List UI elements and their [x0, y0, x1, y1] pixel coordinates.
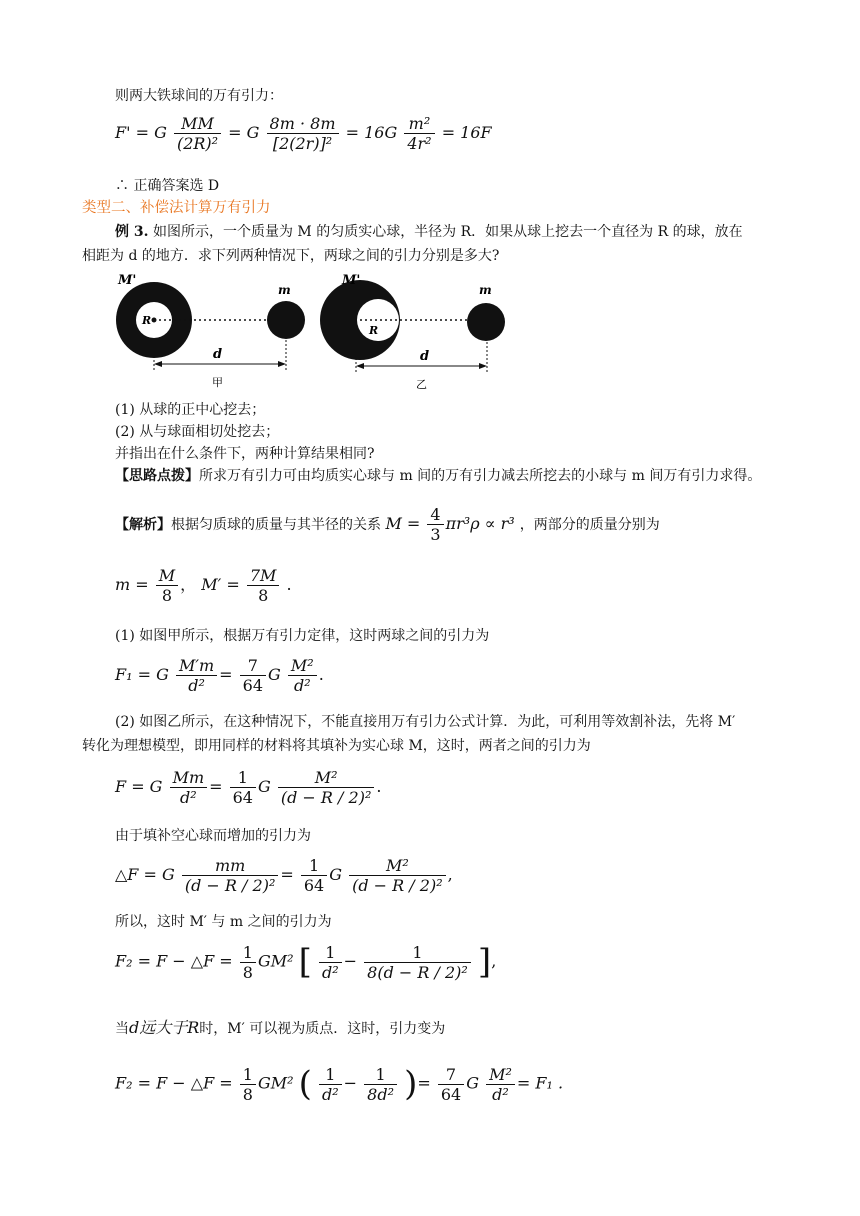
eq-minus: − — [343, 951, 358, 971]
label-radius: R — [142, 314, 152, 327]
eq-end: . — [286, 575, 292, 594]
eq-lhs: M = — [385, 514, 421, 533]
eq-end: = F₁ . — [516, 1073, 564, 1093]
eq-lhs: F' = G — [115, 123, 167, 142]
step-2-line-1: (2) 如图乙所示，在这种情况下，不能直接用万有引力公式计算．为此，可利用等效割补法，先将 M′ — [115, 714, 736, 730]
hint-text: 所求万有引力可由均质实心球与 m 间的万有引力减去所挖去的小球与 m 间万有引力求得。 — [199, 468, 762, 484]
frac-num: 7 — [438, 1065, 464, 1085]
frac-num: M² — [486, 1065, 515, 1085]
section-heading: 类型二、补偿法计算万有引力 — [82, 200, 271, 216]
frac-num: 1 — [240, 943, 256, 963]
eq-g: GM² — [257, 951, 294, 971]
eq-lhs: F₁ = G — [115, 665, 169, 684]
equation-delta-F — [115, 856, 453, 895]
s5-prefix: 当 — [115, 1021, 129, 1037]
frac-num: m² — [404, 114, 434, 134]
frac-num: 1 — [319, 943, 342, 963]
eq-g: G — [329, 865, 343, 884]
eq-sign: = — [280, 865, 294, 884]
frac-num: M² — [349, 856, 446, 876]
label-small-mass: m — [479, 283, 492, 297]
frac-den: 8 — [242, 962, 253, 982]
small-sphere-right — [467, 303, 505, 341]
frac-num: 7M — [247, 566, 280, 586]
question-1: (1) 从球的正中心挖去； — [115, 402, 266, 418]
example-label: 例 3. — [115, 224, 149, 240]
equation-gravity-iron-balls — [115, 114, 492, 153]
figure-spheres — [110, 268, 510, 404]
eq-lhs: m = — [115, 575, 149, 594]
eq-g: G — [268, 665, 281, 684]
mass-radius-relation — [385, 505, 519, 544]
frac-den: d² — [293, 676, 311, 695]
arrow-right — [278, 361, 286, 367]
question-2: (2) 从与球面相切处挖去； — [115, 424, 280, 440]
frac-den: 64 — [242, 676, 264, 695]
frac-den: 3 — [430, 525, 441, 544]
eq-g: G — [466, 1073, 479, 1093]
s5-suffix: 时，M′ 可以视为质点．这时，引力变为 — [199, 1021, 446, 1037]
frac-num: M — [156, 566, 178, 586]
label-radius: R — [369, 324, 379, 337]
equation-F — [115, 768, 381, 807]
frac-num: 1 — [301, 856, 327, 876]
equation-F2-limit: F₂ = F − △F = $\frac{1}{8}$ GM² ( $\frac{1}{\text{d²}}$ − $\frac{1}{\text{8d²}}$ )= $\frac{7}{64}$ G $\frac{\text{M²}}{\text{d²}}$ = F₁ . — [115, 1064, 564, 1104]
label-distance: d — [420, 349, 430, 364]
frac-num: mm — [182, 856, 279, 876]
hint-line — [115, 466, 761, 486]
hint-label: 【思路点拨】 — [115, 468, 199, 484]
frac-den: 8 — [258, 586, 269, 605]
frac-den: 8 — [161, 586, 173, 605]
frac-num: 4 — [427, 505, 443, 525]
eq-g: GM² — [257, 1073, 294, 1093]
frac-den: [2(2r)]² — [272, 134, 333, 153]
frac-den: d² — [321, 962, 339, 982]
eq-mid: = 16G — [345, 123, 398, 142]
frac-den: 64 — [440, 1084, 462, 1104]
eq-lhs: F = G — [115, 777, 163, 796]
s5-condition: d远大于R — [129, 1018, 200, 1037]
frac-den: d² — [180, 788, 197, 807]
arrow-left — [154, 361, 162, 367]
small-sphere-left — [267, 301, 305, 339]
question-3: 并指出在什么条件下，两种计算结果相同? — [115, 446, 375, 462]
equation-F2: F₂ = F − △F = $\frac{1}{8}$ GM² [ $\frac{1}{\text{d²}}$ − $\frac{1}{\text{8(d − R / 2)²}}$ ], — [115, 942, 497, 982]
arrow-right — [479, 363, 487, 369]
eq-end: , — [447, 865, 453, 884]
eq-lhs: F₂ = F − △F = — [115, 1073, 233, 1093]
intro-line: 则两大铁球间的万有引力： — [115, 88, 283, 104]
frac-num: MM — [174, 114, 221, 134]
frac-num: 1 — [319, 1065, 342, 1085]
eq-lhs: △F = G — [115, 865, 175, 884]
eq-mid: = G — [228, 123, 260, 142]
frac-den: 8(d − R / 2)² — [367, 962, 468, 982]
frac-num: 8m · 8m — [267, 114, 339, 134]
step-1-text: (1) 如图甲所示，根据万有引力定律，这时两球之间的引力为 — [115, 628, 490, 644]
eq-g: G — [257, 777, 271, 796]
frac-num: 1 — [230, 768, 256, 788]
eq-rest: πr³ρ ∝ r³ — [445, 514, 515, 533]
step-5-text — [115, 1018, 445, 1039]
eq-lhs: F₂ = F − △F = — [115, 951, 233, 971]
answer-line: ∴ 正确答案选 D — [115, 178, 220, 194]
caption-yi: 乙 — [416, 378, 427, 391]
frac-num: M² — [288, 656, 317, 676]
eq-end: , — [491, 951, 497, 971]
step-4-text: 所以，这时 M′ 与 m 之间的引力为 — [115, 914, 332, 930]
step-2-line-2: 转化为理想模型，即用同样的材料将其填补为实心球 M，这时，两者之间的引力为 — [82, 738, 591, 754]
eq-sign: = — [417, 1073, 431, 1093]
eq-minus: − — [343, 1073, 358, 1093]
step-3-text: 由于填补空心球而增加的引力为 — [115, 828, 311, 844]
frac-num: 1 — [364, 1065, 397, 1085]
frac-den: 64 — [303, 876, 325, 895]
frac-den: d² — [321, 1084, 339, 1104]
frac-den: (2R)² — [176, 134, 219, 153]
arrow-left — [356, 363, 364, 369]
frac-den: (d − R / 2)² — [184, 876, 276, 895]
frac-den: 8 — [242, 1084, 253, 1104]
example-line-1 — [115, 222, 743, 242]
frac-den: (d − R / 2)² — [280, 788, 372, 807]
analysis-text: 根据匀质球的质量与其半径的关系 — [171, 517, 381, 533]
label-distance: d — [213, 347, 223, 362]
eq-sign: = — [219, 665, 233, 684]
label-big-mass: M' — [118, 273, 137, 288]
equation-F1 — [115, 656, 324, 695]
example-line-2: 相距为 d 的地方．求下列两种情况下，两球之间的引力分别是多大? — [82, 248, 500, 264]
frac-num: Mm — [170, 768, 208, 788]
frac-num: M′m — [176, 656, 217, 676]
example-text: 如图所示，一个质量为 M 的匀质实心球，半径为 R．如果从球上挖去一个直径为 R 的球，放在 — [152, 224, 743, 240]
frac-num: 1 — [240, 1065, 256, 1085]
frac-den: d² — [492, 1084, 509, 1104]
equation-masses — [115, 566, 292, 605]
analysis-tail: ，两部分的质量分别为 — [519, 517, 660, 533]
frac-num: 1 — [364, 943, 471, 963]
eq-end: . — [376, 777, 382, 796]
separator: ， — [180, 575, 197, 594]
frac-den: 8d² — [367, 1084, 394, 1104]
analysis-line — [115, 504, 660, 545]
frac-num: M² — [278, 768, 375, 788]
frac-den: (d − R / 2)² — [352, 876, 443, 895]
analysis-label: 【解析】 — [115, 517, 171, 533]
eq-end: . — [318, 665, 324, 684]
frac-den: d² — [188, 676, 205, 695]
frac-num: 7 — [240, 656, 266, 676]
eq-lhs: M′ = — [201, 575, 240, 594]
frac-den: 64 — [232, 788, 253, 807]
caption-jia: 甲 — [212, 376, 223, 389]
eq-sign: = — [209, 777, 223, 796]
frac-den: 4r² — [407, 134, 432, 153]
label-small-mass: m — [278, 283, 291, 297]
label-big-mass: M' — [342, 273, 361, 288]
eq-rhs: = 16F — [441, 123, 492, 142]
